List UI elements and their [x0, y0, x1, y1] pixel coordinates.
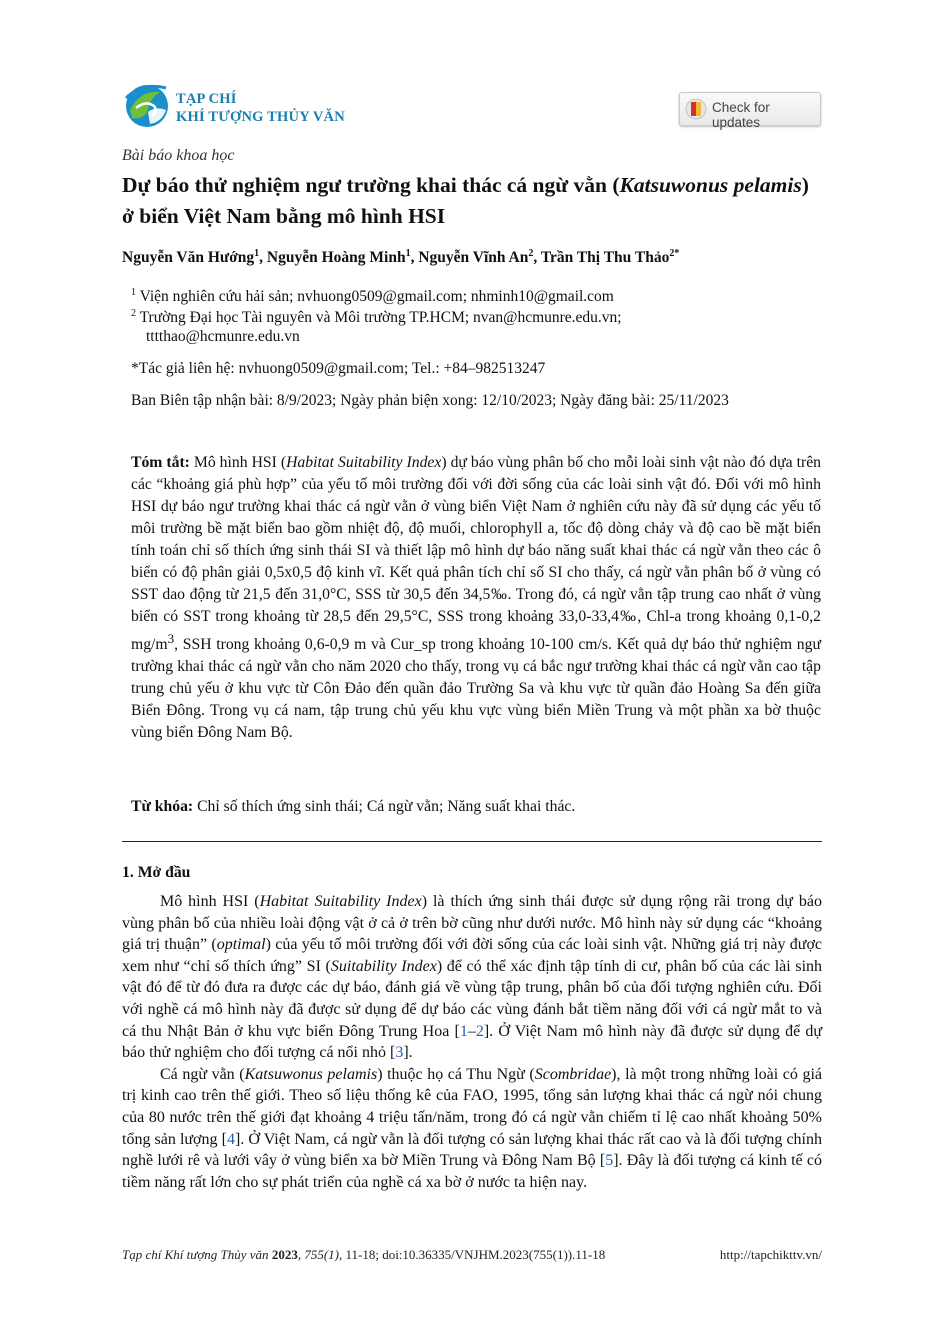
check-updates-label: Check for updates — [712, 100, 770, 130]
footer-citation: Tạp chí Khí tượng Thủy văn 2023, 755(1), 11-18; doi:10.36335/VNJHM.2023(755(1)).11-18 — [122, 1247, 606, 1262]
check-updates-icon — [685, 98, 707, 120]
globe-logo-icon — [122, 80, 172, 130]
keywords: Từ khóa: Chỉ số thích ứng sinh thái; Cá ngừ vằn; Năng suất khai thác. — [131, 798, 576, 815]
keywords-label: Từ khóa: — [131, 798, 194, 815]
article-title: Dự báo thử nghiệm ngư trường khai thác cá ngừ vằn (Katsuwonus pelamis) ở biển Việt Nam bằng mô hình HSI — [122, 173, 809, 228]
author-list: Nguyễn Văn Hướng$^1$, Nguyễn Hoàng Minh$^1$, Nguyễn Vĩnh An$^2$, Trần Thị Thu Thảo$^{2*}$ — [122, 248, 680, 267]
author-name: Nguyễn Hoàng Minh — [266, 249, 406, 267]
section-heading: 1. Mở đầu — [122, 864, 191, 881]
abstract: Tóm tắt: Mô hình HSI (Habitat Suitability Index) dự báo vùng phân bố cho mỗi loài sinh vật nào đó dựa trên các “khoảng giá phù hợp” của yếu tố môi trường đối với đời sống của các loài sinh vật đó. Đối với mô hình HSI dự báo ngư trường khai thác cá ngừ vằn ở vùng biển Việt Nam ở nghiên cứu này đã sử dụng các yếu tố môi trường bề mặt biển bao gồm nhiệt độ, độ muối, chlorophyll a, tốc độ dòng chảy và độ cao bề mặt biển tính toán chỉ số thích ứng sinh thái SI và thiết lập mô hình dự báo năng suất khai thác cá ngừ vằn theo các ô biển có độ phân giải 0,5x0,5 độ kinh vĩ. Kết quả phân tích chỉ số SI cho thấy, cá ngừ vằn phân bố ở vùng có SST dao động từ 21,5 đến 31,0°C, SSS từ 30,5 đến 34,5‰. Trong đó, cá ngừ vằn tập trung cao nhất ở vùng biển có SST trong khoảng từ 28,5 đến 29,5°C, SSS trong khoảng 33,0-33,4‰, Chl-a trong khoảng 0,1-0,2 $mg/m^3$, SSH trong khoảng 0,6-0,9 m và Cur_sp trong khoảng 10-100 cm/s. Kết quả dự báo thử nghiệm ngư trường khai thác cá ngừ vằn cho năm 2020 cho thấy, trong vụ cá bắc ngư trường khai thác cá ngừ vằn cao tập trung chủ yếu ở khu vực từ Côn Đảo đến quần đảo Trường Sa và khu vực từ quần đảo Hoàng Sa đến giữa Biển Đông. Trong vụ cá nam, tập trung chủ yếu khu vực vùng biển Miền Trung và một phần xa bờ thuộc vùng biển Đông Nam Bộ. — [131, 454, 821, 742]
citation-link[interactable]: 5 — [605, 1152, 614, 1170]
citation-link[interactable]: 4 — [226, 1130, 235, 1148]
article-dates: Ban Biên tập nhận bài: 8/9/2023; Ngày phản biện xong: 12/10/2023; Ngày đăng bài: 25/11/2023 — [131, 392, 729, 409]
section-body — [122, 891, 822, 1193]
paragraph-2: Cá ngừ vằn (Katsuwonus pelamis) thuộc họ cá Thu Ngừ (Scombridae), là một trong những loài có giá trị kinh cao trên thế giới. Theo số liệu thống kê của FAO, 1995, tổng sản lượng khai thác cá ngừ nói chung của 80 nước trên thế giới đạt khoảng 4 triệu tấn/năm, trong đó cá ngừ vằn chiếm tỉ lệ cao nhất khoảng 50% tổng sản lượng [4]. Ở Việt Nam, cá ngừ vằn là đối tượng có sản lượng khai thác rất cao và là đối tượng chính nghề lưới rê và lưới vây ở vùng biển xa bờ Miền Trung và Đông Nam Bộ [5]. Đây là đối tượng cá kinh tế có tiềm năng rất lớn cho sự phát triển của nghề cá xa bờ ở nước ta hiện nay. — [122, 1065, 823, 1191]
abstract-label: Tóm tắt: — [131, 454, 190, 471]
affiliation-1: $^1$ Viện nghiên cứu hải sản; nvhuong0509@gmail.com; nhminh10@gmail.com — [131, 287, 614, 306]
journal-url-link[interactable]: http://tapchikttv.vn/ — [719, 1247, 822, 1262]
affiliation-2: $^2$ Trường Đại học Tài nguyên và Môi trường TP.HCM; nvan@hcmunre.edu.vn; — [131, 308, 622, 327]
author-name: Trần Thị Thu Thảo — [540, 249, 670, 267]
article-category: Bài báo khoa học — [122, 147, 235, 164]
journal-name-line2: KHÍ TƯỢNG THỦY VĂN — [176, 109, 345, 125]
citation-link[interactable]: 1 — [459, 1022, 468, 1040]
page-footer — [122, 1247, 822, 1263]
title-species: Katsuwonus pelamis — [619, 173, 802, 197]
check-for-updates-button[interactable] — [679, 92, 821, 130]
author-name: Nguyễn Vĩnh An — [418, 249, 529, 267]
journal-name-line1: TẠP CHÍ — [176, 91, 237, 107]
affiliation-2-email: tttthao@hcmunre.edu.vn — [146, 328, 300, 345]
paragraph-1: Mô hình HSI (Habitat Suitability Index) là thích ứng sinh thái được sử dụng rộng rãi trong dự báo vùng phân bố của nhiều loài động vật ở cả ở trên bờ cũng như dưới nước. Mô hình này sử dụng các “khoảng giá trị thuận” (optimal) của yếu tố môi trường đối với đời sống của các loài sinh vật. Những giá trị này được xem như “chỉ số thích ứng” SI (Suitability Index) để có thể xác định tập tính di cư, phân bố của các lài sinh vật đó để từ đó đưa ra được các dự báo, đánh giá về vùng tập trung, phân bố của đối tượng nghiên cứu. Đối với nghề cá mô hình này đã được sử dụng để dự báo các vùng đánh bắt tiềm năng đối với cá ngừ mắt to và cá thu Nhật Bản ở khu vực biển Đông Trung Hoa [1–2]. Ở Việt Nam mô hình này đã được sử dụng để dự báo thử nghiệm cho đối tượng cá nổi nhỏ [3]. — [122, 893, 823, 1062]
citation-link[interactable]: 2 — [475, 1022, 484, 1040]
citation-link[interactable]: 3 — [395, 1044, 404, 1062]
corresponding-author: *Tác giả liên hệ: nvhuong0509@gmail.com; Tel.: +84–982513247 — [131, 360, 546, 377]
author-name: Nguyễn Văn Hướng — [122, 249, 255, 267]
section-divider — [122, 841, 822, 842]
journal-logo — [122, 80, 362, 132]
